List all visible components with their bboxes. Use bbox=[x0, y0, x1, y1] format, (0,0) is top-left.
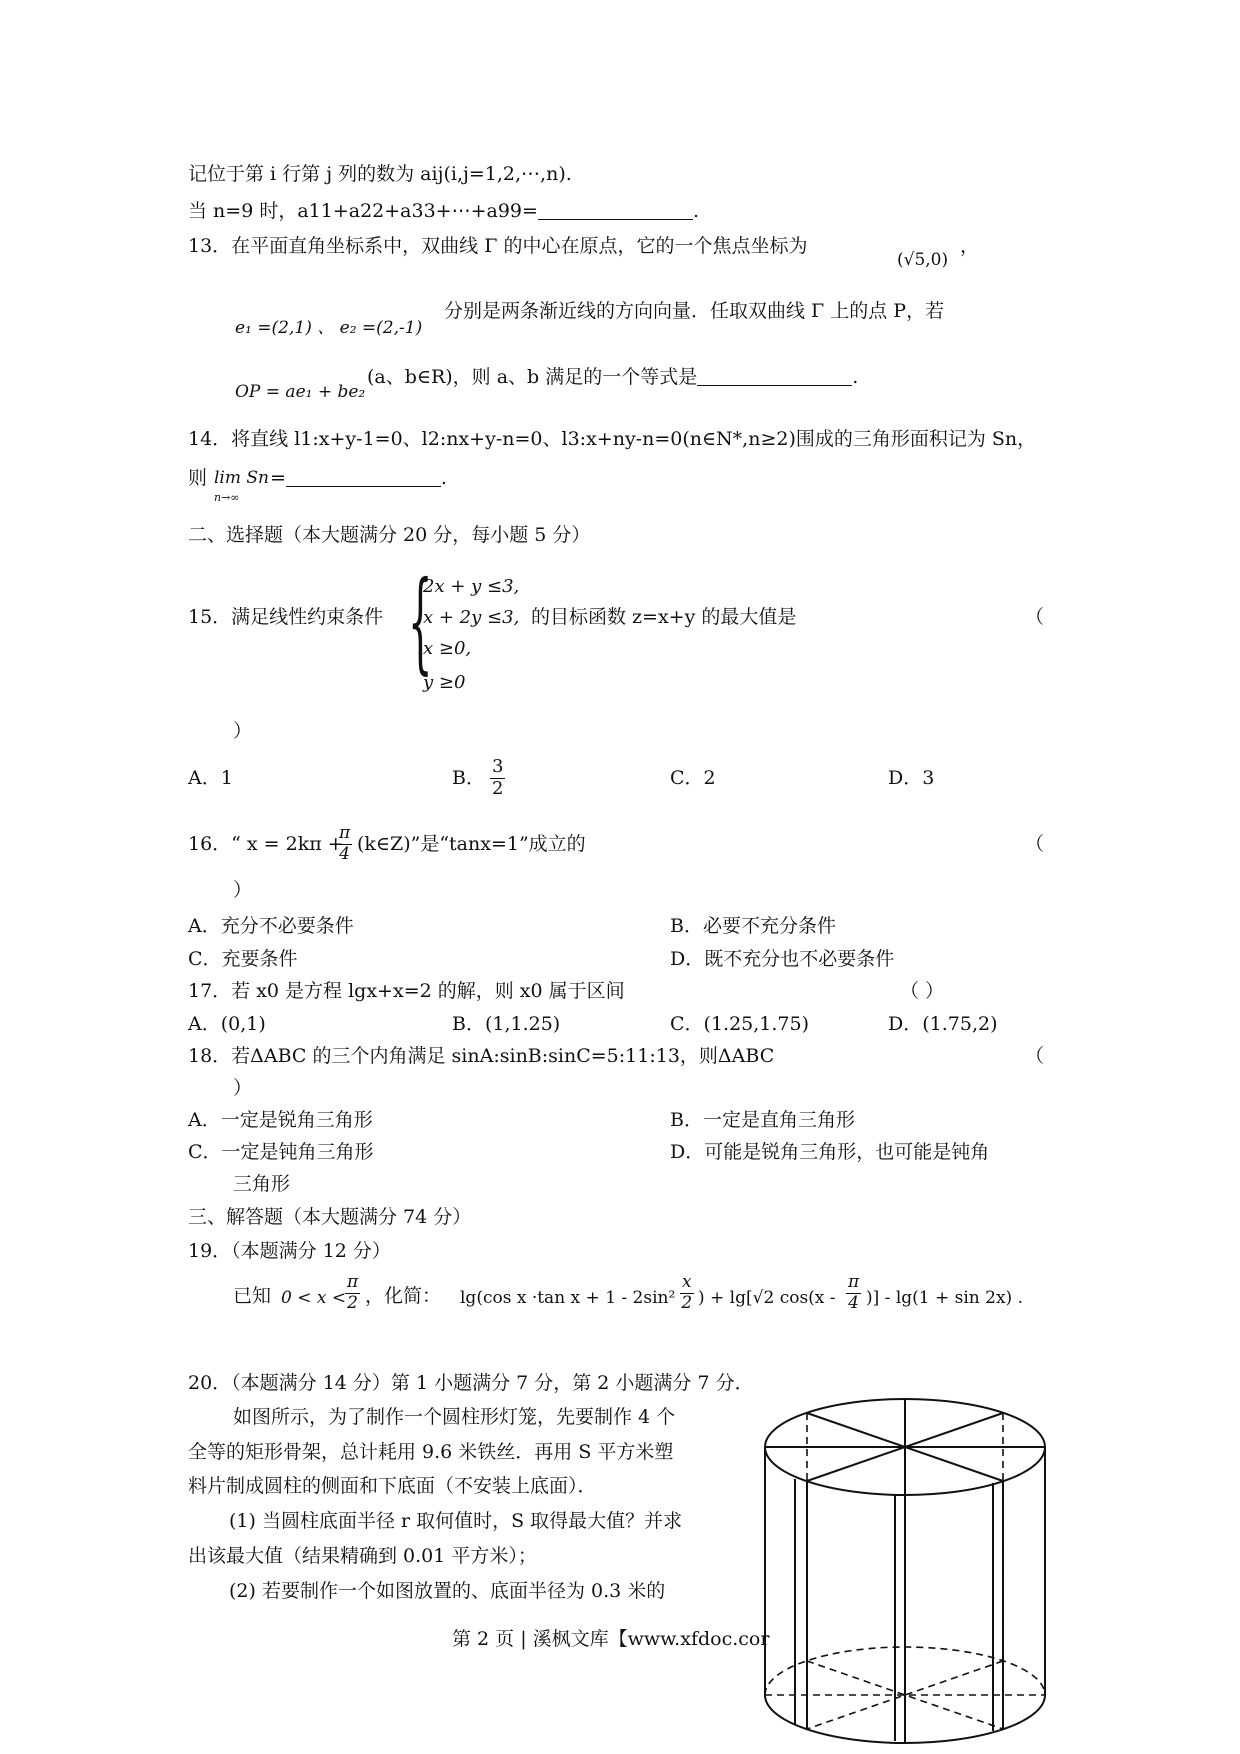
condition: 0 < x < bbox=[281, 1288, 347, 1308]
constraint: 2x + y ≤3, bbox=[423, 576, 520, 597]
question-19-heading: 19．（本题满分 12 分） bbox=[188, 1240, 391, 1262]
answer-paren: ） bbox=[233, 879, 253, 901]
text-line: 已知 bbox=[233, 1285, 272, 1307]
option-d: D．可能是锐角三角形，也可能是钝角 bbox=[670, 1141, 990, 1163]
answer-paren: （ bbox=[1025, 606, 1045, 628]
answer-blank bbox=[538, 201, 693, 220]
section-heading: 二、选择题（本大题满分 20 分，每小题 5 分） bbox=[188, 524, 591, 546]
fraction: $\frac{\pi}{2}$ bbox=[347, 1272, 359, 1313]
question-18: 18．若ΔABC 的三个内角满足 sinA:sinB:sinC=5:11:13，则ΔABC bbox=[188, 1045, 775, 1067]
option-d: D．(1.75,2) bbox=[888, 1013, 998, 1035]
constraint: x + 2y ≤3, bbox=[423, 607, 520, 628]
expression: )] - lg(1 + sin 2x) . bbox=[866, 1288, 1023, 1308]
punctuation: ， bbox=[960, 235, 980, 257]
option-c: C．(1.25,1.75) bbox=[670, 1013, 810, 1035]
text-line: (2) 若要制作一个如图放置的、底面半径为 0.3 米的 bbox=[229, 1580, 666, 1602]
fraction: $\frac{3}{2}$ bbox=[492, 756, 504, 799]
section-heading: 三、解答题（本大题满分 74 分） bbox=[188, 1206, 472, 1228]
text-line: 记位于第 i 行第 j 列的数为 aij(i,j=1,2,⋯,n). bbox=[188, 163, 572, 185]
question-13: 13．在平面直角坐标系中，双曲线 Γ 的中心在原点，它的一个焦点坐标为 bbox=[188, 235, 808, 257]
text-line: 全等的矩形骨架，总计耗用 9.6 米铁丝．再用 S 平方米塑 bbox=[188, 1441, 674, 1463]
text-line: (a、b∈R)，则 a、b 满足的一个等式是 . bbox=[367, 366, 859, 388]
text-line: 料片制成圆柱的侧面和下底面（不安装上底面）． bbox=[188, 1475, 597, 1497]
constraint: x ≥0, bbox=[423, 638, 472, 659]
option-a: A．充分不必要条件 bbox=[188, 915, 354, 937]
question-20-heading: 20．（本题满分 14 分）第 1 小题满分 7 分，第 2 小题满分 7 分． bbox=[188, 1372, 754, 1394]
text-line: 分别是两条渐近线的方向向量．任取双曲线 Γ 上的点 P，若 bbox=[444, 300, 945, 322]
text-line: 如图所示，为了制作一个圆柱形灯笼，先要制作 4 个 bbox=[233, 1406, 676, 1428]
option-b: B．必要不充分条件 bbox=[670, 915, 836, 937]
expression: lg(cos x ·tan x + 1 - 2sin² bbox=[460, 1288, 676, 1308]
question-14: 14．将直线 l1:x+y-1=0、l2:nx+y-n=0、l3:x+ny-n=0(n∈N*,n≥2)围成的三角形面积记为 Sn， bbox=[188, 428, 1037, 450]
vector-equation: OP = ae₁ + be₂ bbox=[235, 382, 366, 402]
page-footer: 第 2 页 | 溪枫文库【www.xfdoc.cor bbox=[452, 1628, 770, 1650]
answer-paren: （ ） bbox=[900, 980, 945, 1002]
answer-paren: ） bbox=[233, 1077, 253, 1099]
text-line: 出该最大值（结果精确到 0.01 平方米）； bbox=[188, 1545, 537, 1567]
focus-coordinate: (√5,0) bbox=[897, 250, 949, 270]
answer-paren: （ bbox=[1025, 1045, 1045, 1067]
direction-vectors: e₁ =(2,1) 、 e₂ =(2,-1) bbox=[235, 318, 423, 338]
text-line: 当 n=9 时，a11+a22+a33+⋯+a99= . bbox=[188, 200, 699, 222]
text-line: (1) 当圆柱底面半径 r 取何值时，S 取得最大值？并求 bbox=[229, 1510, 683, 1532]
text-line: 的目标函数 z=x+y 的最大值是 bbox=[531, 606, 797, 628]
constraint: y ≥0 bbox=[423, 672, 466, 693]
option-c: C．2 bbox=[670, 767, 716, 789]
answer-paren: ） bbox=[233, 720, 253, 742]
text-line: = . bbox=[270, 467, 447, 489]
fraction: $\frac{\pi}{4}$ bbox=[848, 1272, 860, 1313]
option-c: C．充要条件 bbox=[188, 948, 298, 970]
option-a: A．(0,1) bbox=[188, 1013, 266, 1035]
option-d-continued: 三角形 bbox=[233, 1173, 291, 1195]
question-15: 15．满足线性约束条件 bbox=[188, 606, 384, 628]
text-line: (k∈Z)”是“tanx=1”成立的 bbox=[357, 833, 586, 855]
limit-expression: lim Sn bbox=[214, 468, 269, 488]
option-d: D．既不充分也不必要条件 bbox=[670, 948, 895, 970]
text-line: ，化简： bbox=[365, 1285, 442, 1307]
fraction: $\frac{\pi}{4}$ bbox=[339, 823, 351, 864]
cylinder-lantern-figure bbox=[755, 1395, 1055, 1750]
option-b: B．一定是直角三角形 bbox=[670, 1109, 855, 1131]
option-a: A．一定是锐角三角形 bbox=[188, 1109, 373, 1131]
option-a: A．1 bbox=[188, 767, 233, 789]
option-b: B．(1,1.25) bbox=[452, 1013, 561, 1035]
expression: ) + lg[√2 cos(x - bbox=[698, 1288, 836, 1308]
option-c: C．一定是钝角三角形 bbox=[188, 1141, 374, 1163]
answer-blank bbox=[697, 367, 852, 386]
answer-blank bbox=[286, 468, 441, 487]
limit-subscript: n→∞ bbox=[214, 491, 240, 504]
question-17: 17．若 x0 是方程 lgx+x=2 的解，则 x0 属于区间 bbox=[188, 980, 625, 1002]
option-d: D．3 bbox=[888, 767, 935, 789]
answer-paren: （ bbox=[1025, 833, 1045, 855]
question-16: 16．“ x = 2kπ + bbox=[188, 833, 344, 855]
text-line: 则 bbox=[188, 467, 208, 489]
fraction: $\frac{x}{2}$ bbox=[681, 1272, 693, 1313]
option-b: B． bbox=[452, 767, 485, 789]
brace-symbol: { bbox=[408, 557, 433, 685]
